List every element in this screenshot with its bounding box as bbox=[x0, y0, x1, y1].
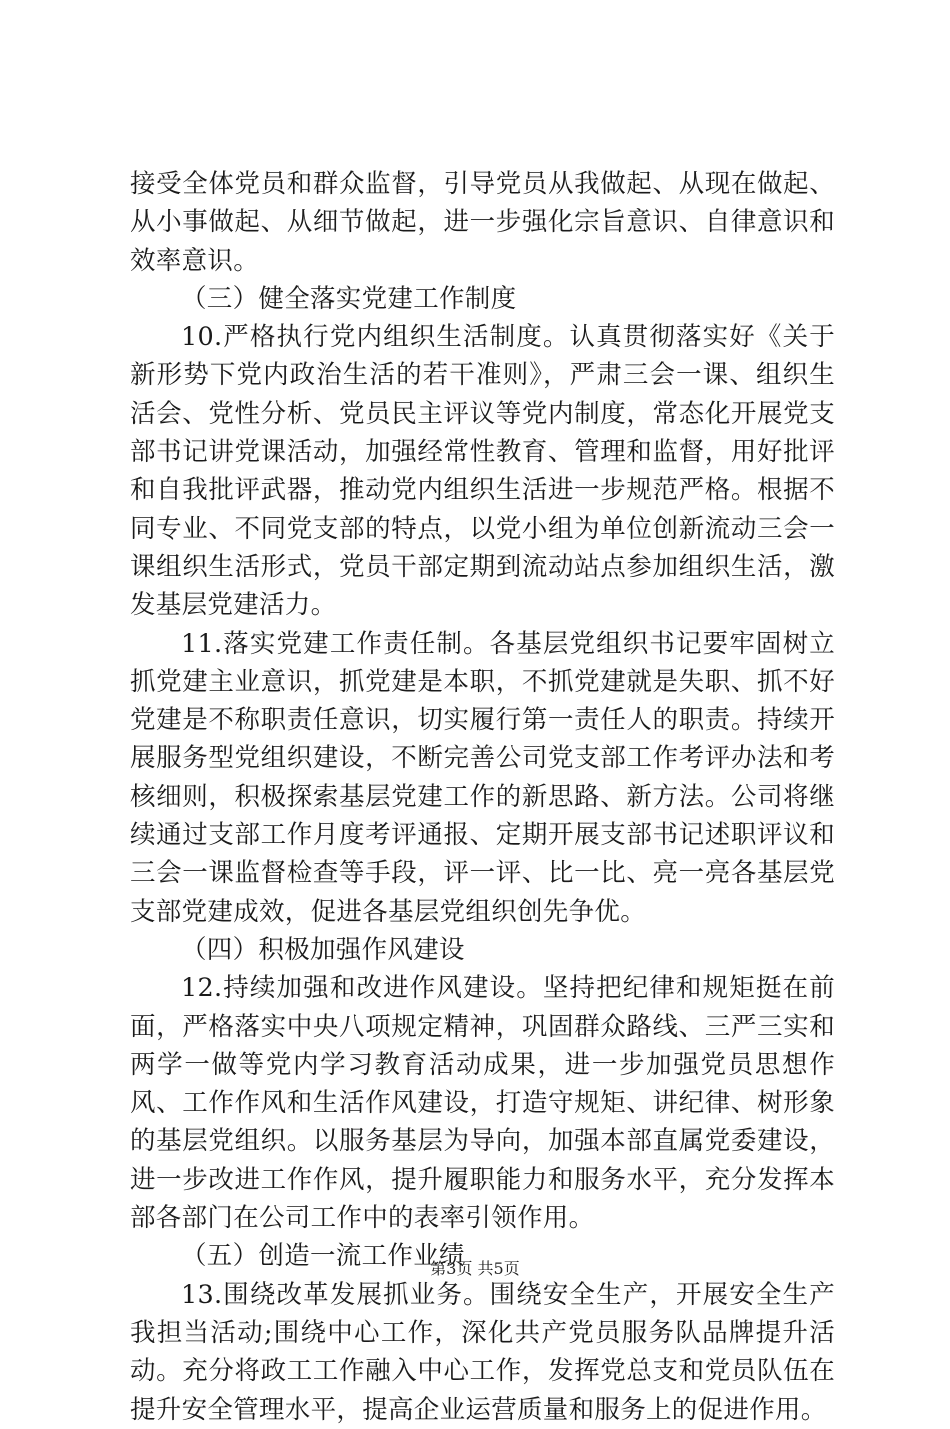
paragraph-item-10: 10.严格执行党内组织生活制度。认真贯彻落实好《关于新形势下党内政治生活的若干准则》，严肃三会一课、组织生活会、党性分析、党员民主评议等党内制度，常态化开展党支部书记讲党课活动，加强经常性教育、管理和监督，用好批评和自我批评武器，推动党内组织生活进一步规范严格。根据不同专业、不同党支部的特点，以党小组为单位创新流动三会一课组织生活形式，党员干部定期到流动站点参加组织生活，激发基层党建活力。 bbox=[130, 322, 835, 621]
document-body bbox=[130, 165, 835, 1429]
paragraph-item-12: 12.持续加强和改进作风建设。坚持把纪律和规矩挺在前面，严格落实中央八项规定精神，巩固群众路线、三严三实和两学一做等党内学习教育活动成果，进一步加强党员思想作风、工作作风和生活作风建设，打造守规矩、讲纪律、树形象的基层党组织。以服务基层为导向，加强本部直属党委建设，进一步改进工作作风，提升履职能力和服务水平，充分发挥本部各部门在公司工作中的表率引领作用。 bbox=[130, 973, 835, 1234]
section-heading-5: （五）创造一流工作业绩 bbox=[181, 1241, 465, 1272]
paragraph-item-11: 11.落实党建工作责任制。各基层党组织书记要牢固树立抓党建主业意识，抓党建是本职，不抓党建就是失职、抓不好党建是不称职责任意识，切实履行第一责任人的职责。持续开展服务型党组织建设，不断完善公司党支部工作考评办法和考核细则，积极探索基层党建工作的新思路、新方法。公司将继续通过支部工作月度考评通报、定期开展支部书记述职评议和三会一课监督检查等手段，评一评、比一比、亮一亮各基层党支部党建成效，促进各基层党组织创先争优。 bbox=[130, 628, 835, 927]
page-number-footer: 第3页 共5页 bbox=[430, 1259, 520, 1278]
section-heading-3: （三）健全落实党建工作制度 bbox=[181, 283, 517, 314]
paragraph-item-13: 13.围绕改革发展抓业务。围绕安全生产，开展安全生产我担当活动;围绕中心工作，深化共产党员服务队品牌提升活动。充分将政工工作融入中心工作，发挥党总支和党员队伍在提升安全管理水平，提高企业运营质量和服务上的促进作用。 bbox=[130, 1279, 835, 1425]
paragraph-continuation: 接受全体党员和群众监督，引导党员从我做起、从现在做起、从小事做起、从细节做起，进一步强化宗旨意识、自律意识和效率意识。 bbox=[130, 169, 835, 276]
section-heading-4: （四）积极加强作风建设 bbox=[181, 934, 465, 965]
